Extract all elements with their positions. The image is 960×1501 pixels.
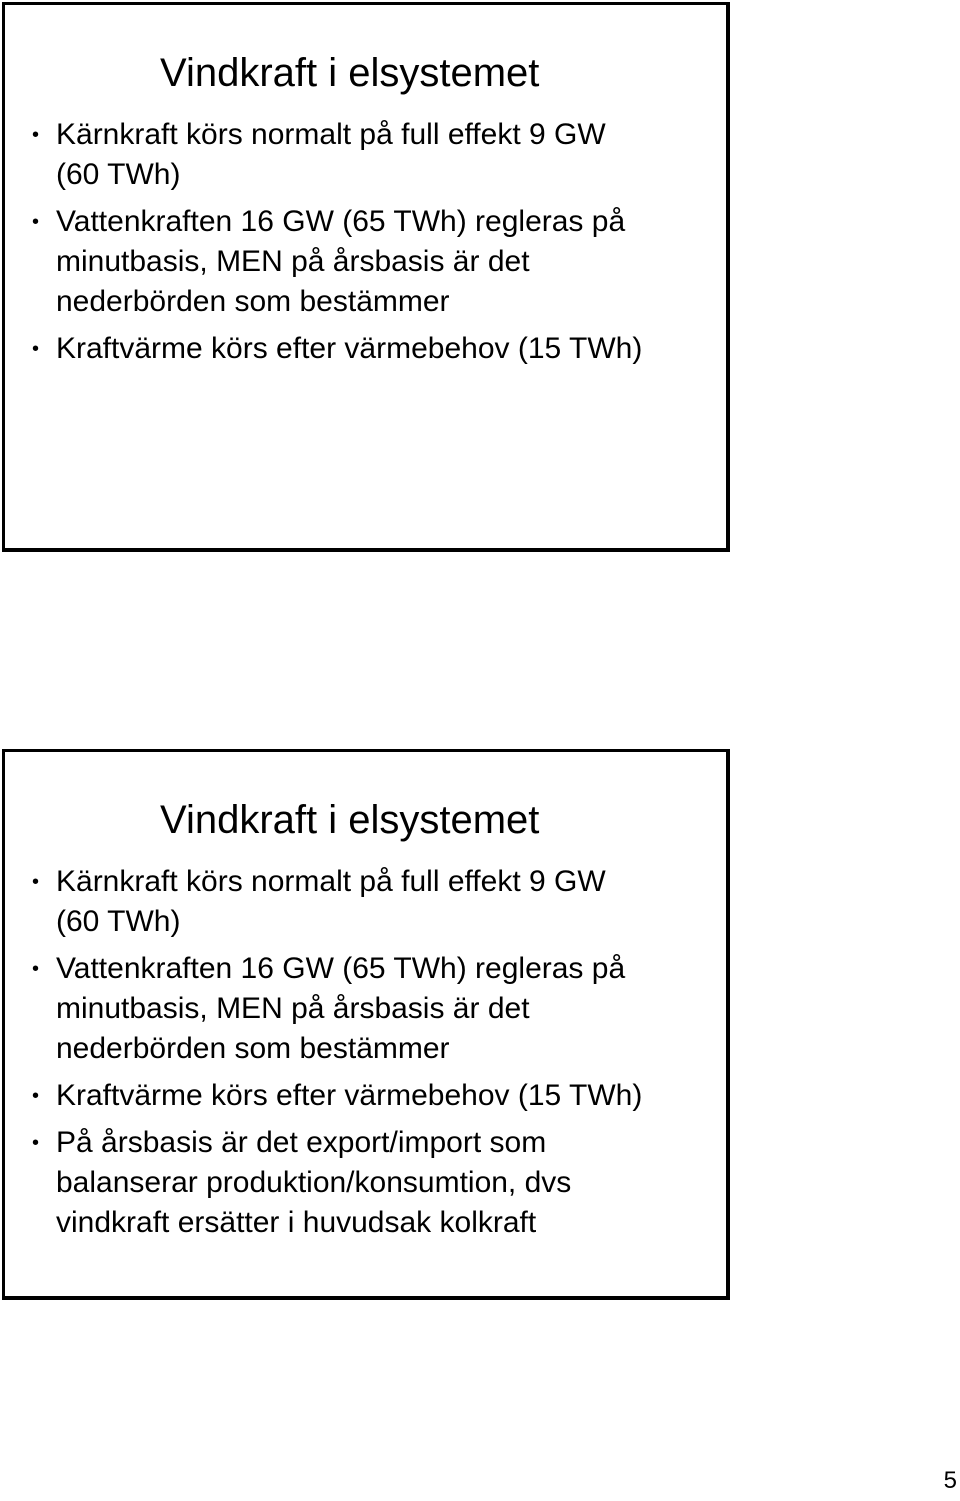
bullet-list (5, 115, 736, 376)
bullet-text-line: nederbörden som bestämmer (56, 1032, 450, 1065)
bullet-item (5, 949, 736, 1069)
slide-1 (2, 2, 730, 552)
page-number: 5 (943, 1467, 957, 1494)
bullet-icon: • (32, 124, 40, 146)
bullet-text-line: Kärnkraft körs normalt på full effekt 9 GW (56, 865, 606, 898)
bullet-text-line: balanserar produktion/konsumtion, dvs (56, 1166, 572, 1199)
slide-2 (2, 749, 730, 1300)
bullet-icon: • (32, 1132, 40, 1154)
bullet-list (5, 862, 736, 1250)
bullet-text-line: vindkraft ersätter i huvudsak kolkraft (56, 1206, 537, 1239)
slide-title: Vindkraft i elsystemet (160, 51, 540, 95)
bullet-text-line: (60 TWh) (56, 158, 181, 191)
bullet-item (5, 1076, 736, 1116)
bullet-icon: • (32, 871, 40, 893)
bullet-text-line: (60 TWh) (56, 905, 181, 938)
bullet-text-line: Kraftvärme körs efter värmebehov (15 TWh) (56, 1079, 643, 1112)
bullet-text-line: På årsbasis är det export/import som (56, 1126, 547, 1159)
bullet-text-line: Vattenkraften 16 GW (65 TWh) regleras på (56, 205, 626, 238)
bullet-text-line: minutbasis, MEN på årsbasis är det (56, 245, 530, 278)
slide-title: Vindkraft i elsystemet (160, 798, 540, 842)
bullet-text-line: Vattenkraften 16 GW (65 TWh) regleras på (56, 952, 626, 985)
bullet-item (5, 202, 736, 322)
bullet-item (5, 329, 736, 369)
bullet-item (5, 115, 736, 195)
bullet-text-line: Kärnkraft körs normalt på full effekt 9 GW (56, 118, 606, 151)
bullet-item (5, 862, 736, 942)
bullet-icon: • (32, 1085, 40, 1107)
bullet-icon: • (32, 211, 40, 233)
bullet-text-line: Kraftvärme körs efter värmebehov (15 TWh) (56, 332, 643, 365)
bullet-icon: • (32, 958, 40, 980)
bullet-item (5, 1123, 736, 1243)
bullet-text-line: minutbasis, MEN på årsbasis är det (56, 992, 530, 1025)
bullet-text-line: nederbörden som bestämmer (56, 285, 450, 318)
bullet-icon: • (32, 338, 40, 360)
